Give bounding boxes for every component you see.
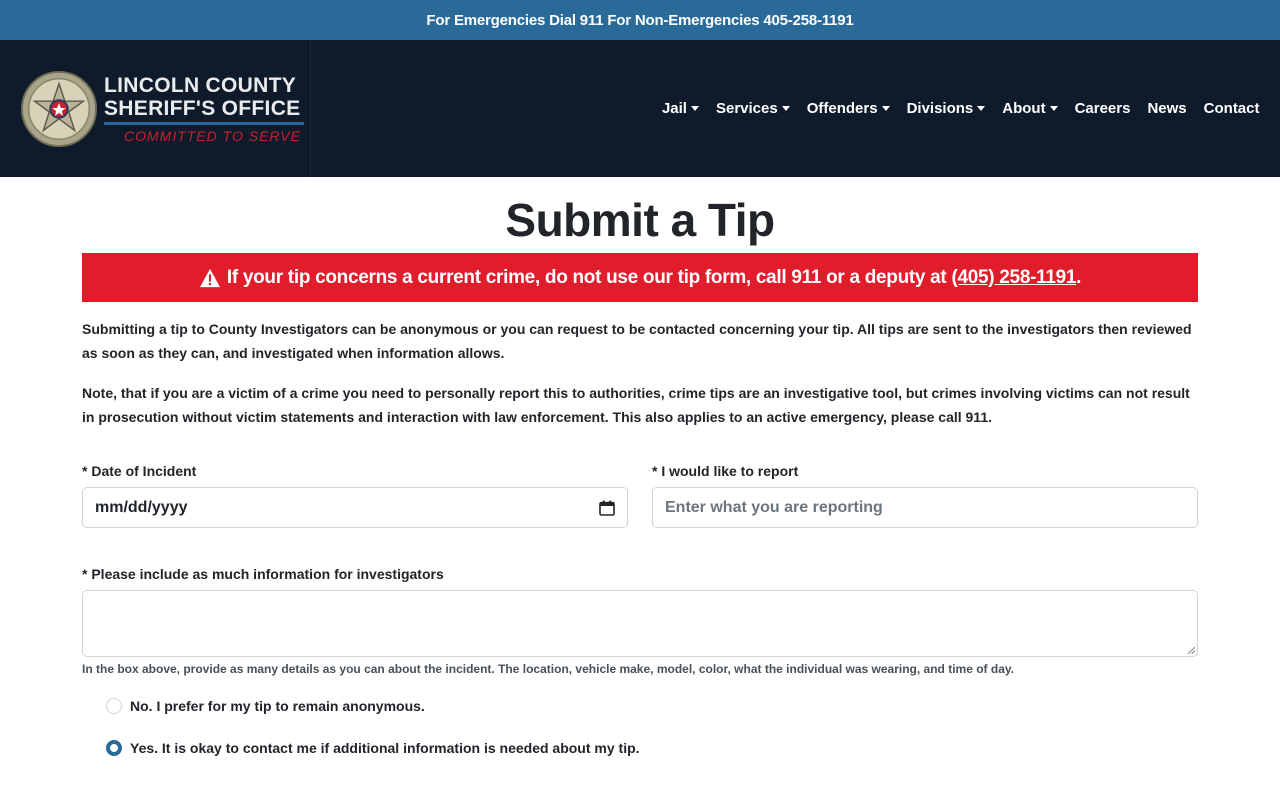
nav-item-services[interactable] bbox=[707, 92, 798, 125]
brand-divider bbox=[104, 122, 304, 125]
form-row-top bbox=[82, 463, 1198, 528]
alert-end: . bbox=[1076, 266, 1082, 288]
nav-item-label: News bbox=[1147, 100, 1187, 117]
site-brand[interactable] bbox=[20, 40, 311, 177]
date-of-incident-input[interactable] bbox=[82, 487, 628, 528]
nav-item-careers[interactable] bbox=[1066, 92, 1139, 125]
brand-motto: COMMITTED TO SERVE bbox=[124, 127, 301, 144]
primary-nav bbox=[653, 92, 1268, 125]
report-input[interactable] bbox=[652, 487, 1198, 528]
page-title: Submit a Tip bbox=[505, 194, 775, 246]
radio-anonymous[interactable] bbox=[106, 698, 122, 714]
victim-note-paragraph: Note, that if you are a victim of a crime you need to personally report this to authorities, crime tips are an investigative tool, but crimes involving victims can not result in prosecution without victim statements and interaction with law enforcement. This also applies to an active emergency, please call 911. bbox=[82, 385, 1190, 425]
info-help-text: In the box above, provide as many details as you can about the incident. The location, vehicle make, model, color, what the individual was wearing, and time of day. bbox=[82, 662, 1014, 676]
deputy-phone-link[interactable]: (405) 258-1191 bbox=[951, 266, 1077, 288]
date-field-group bbox=[82, 463, 628, 528]
resize-grip-icon[interactable] bbox=[1187, 646, 1195, 654]
brand-name-line2: SHERIFF'S OFFICE bbox=[104, 96, 301, 120]
nav-item-label: Divisions bbox=[906, 100, 974, 117]
radio-contact-option[interactable] bbox=[106, 738, 1198, 758]
date-value: mm/dd/yyyy bbox=[95, 498, 188, 516]
nav-item-divisions[interactable] bbox=[898, 92, 994, 125]
brand-text bbox=[104, 74, 304, 144]
chevron-down-icon bbox=[1050, 106, 1058, 111]
warning-triangle-icon bbox=[199, 268, 221, 288]
info-label: * Please include as much information for investigators bbox=[82, 566, 444, 582]
radio-anonymous-label[interactable]: No. I prefer for my tip to remain anonymous. bbox=[130, 698, 425, 714]
contact-preference-group bbox=[82, 696, 1198, 758]
emergency-banner bbox=[0, 0, 1280, 40]
nav-item-label: About bbox=[1002, 100, 1046, 117]
crime-warning-alert bbox=[82, 253, 1198, 302]
radio-anonymous-option[interactable] bbox=[106, 696, 1198, 716]
nav-item-label: Careers bbox=[1074, 100, 1131, 117]
nav-item-contact[interactable] bbox=[1195, 92, 1268, 125]
nav-item-label: Offenders bbox=[806, 100, 878, 117]
nav-item-news[interactable] bbox=[1139, 92, 1195, 125]
calendar-icon[interactable] bbox=[599, 500, 615, 516]
info-field-group bbox=[82, 566, 1198, 676]
nav-item-label: Jail bbox=[661, 100, 687, 117]
chevron-down-icon bbox=[882, 106, 890, 111]
nav-item-offenders[interactable] bbox=[798, 92, 898, 125]
report-field-group bbox=[652, 463, 1198, 528]
nav-item-label: Services bbox=[715, 100, 778, 117]
chevron-down-icon bbox=[977, 106, 985, 111]
alert-text: If your tip concerns a current crime, do not use our tip form, call 911 or a deputy at bbox=[226, 266, 947, 288]
intro-paragraph: Submitting a tip to County Investigators can be anonymous or you can request to be contacted concerning your tip. All tips are sent to the investigators then reviewed as soon as they can, and investigated when information allows. bbox=[82, 321, 1192, 361]
investigator-info-textarea[interactable] bbox=[82, 590, 1198, 657]
main-navbar bbox=[0, 40, 1280, 177]
chevron-down-icon bbox=[691, 106, 699, 111]
report-placeholder: Enter what you are reporting bbox=[665, 498, 883, 516]
nav-item-jail[interactable] bbox=[653, 92, 707, 125]
nav-item-about[interactable] bbox=[994, 92, 1066, 125]
date-label: * Date of Incident bbox=[82, 463, 197, 479]
radio-contact[interactable] bbox=[106, 740, 122, 756]
nav-item-label: Contact bbox=[1203, 100, 1260, 117]
radio-contact-label[interactable]: Yes. It is okay to contact me if additional information is needed about my tip. bbox=[130, 740, 640, 756]
report-label: * I would like to report bbox=[652, 463, 799, 479]
sheriff-star-badge-icon bbox=[20, 70, 98, 148]
emergency-banner-text: For Emergencies Dial 911 For Non-Emergencies 405-258-1191 bbox=[426, 11, 854, 29]
chevron-down-icon bbox=[782, 106, 790, 111]
brand-name-line1: LINCOLN COUNTY bbox=[104, 73, 297, 97]
main-content bbox=[0, 195, 1280, 758]
